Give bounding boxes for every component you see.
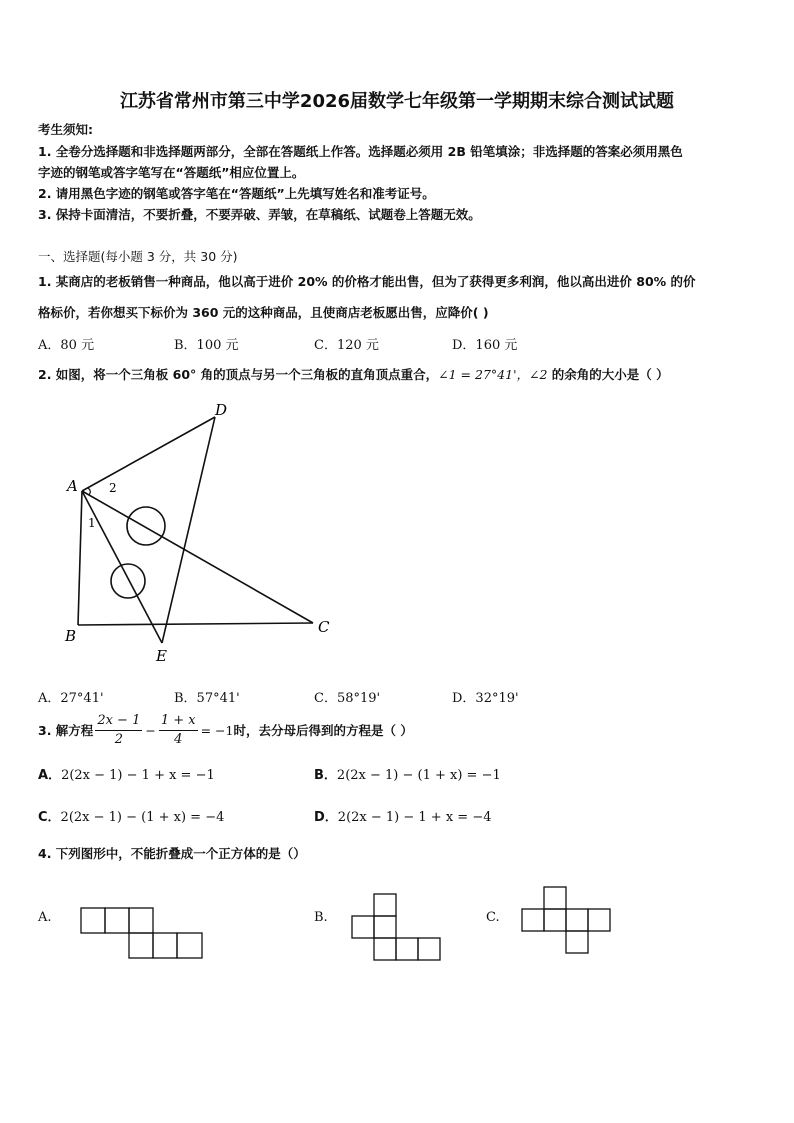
notice-line-3: 3. 保持卡面清洁，不要折叠，不要弄破、弄皱，在草稿纸、试题卷上答题无效。 xyxy=(38,207,481,222)
q3-option-a-label: A． xyxy=(38,768,62,783)
q4-net-b xyxy=(351,893,443,963)
q2-stem-a: 2. 如图，将一个三角板 60° 角的顶点与另一个三角板的直角顶点重合， xyxy=(38,367,439,382)
q1-option-c: C．120 元 xyxy=(314,338,379,353)
q3-fraction-1-numerator: 2x − 1 xyxy=(95,712,142,731)
q2-option-d: D．32°19' xyxy=(452,691,519,706)
q4-net-a xyxy=(80,907,206,961)
q3-fraction-1 xyxy=(95,712,142,749)
q3-option-b-label: B． xyxy=(314,768,337,783)
q2-option-c: C．58°19' xyxy=(314,691,381,706)
label-d: D xyxy=(215,401,228,419)
label-c: C xyxy=(318,618,330,636)
q3-fraction-2-denominator: 4 xyxy=(174,731,183,747)
q3-fraction-1-denominator: 2 xyxy=(114,731,123,747)
label-angle-2: 2 xyxy=(109,481,117,495)
page-title: 江苏省常州市第三中学2026届数学七年级第一学期期末综合测试试题 xyxy=(119,91,675,112)
notice-line-2: 2. 请用黑色字迹的钢笔或答字笔在“答题纸”上先填写姓名和准考证号。 xyxy=(38,186,435,201)
label-a: A xyxy=(67,477,78,495)
q3-stem xyxy=(38,710,413,750)
q4-option-c-label: C. xyxy=(486,910,500,925)
notice-heading: 考生须知: xyxy=(38,122,93,137)
q3-option-b-expr: 2(2x − 1) − (1 + x) = −1 xyxy=(336,768,501,783)
q3-rhs: = −1 xyxy=(200,722,234,738)
q3-prefix: 3. 解方程 xyxy=(38,723,94,738)
q2-figure xyxy=(55,395,345,670)
edge-de xyxy=(162,417,215,643)
q4-stem: 4. 下列图形中，不能折叠成一个正方体的是（） xyxy=(38,846,306,861)
q2-option-b: B．57°41' xyxy=(174,691,240,706)
q1-line-1: 1. 某商店的老板销售一种商品，他以高于进价 20% 的价格才能出售，但为了获得更多利润，他以高出进价 80% 的价 xyxy=(38,274,696,289)
q3-suffix: 时，去分母后得到的方程是（ ） xyxy=(233,723,413,738)
q3-option-a xyxy=(38,764,215,783)
q3-option-c xyxy=(38,806,224,825)
q3-option-a-expr: 2(2x − 1) − 1 + x = −1 xyxy=(61,768,215,783)
q3-option-d-expr: 2(2x − 1) − 1 + x = −4 xyxy=(337,810,492,825)
q4-net-c xyxy=(521,886,613,956)
q1-option-d: D．160 元 xyxy=(452,338,518,353)
q4-option-a-label: A. xyxy=(38,910,52,925)
edge-ad xyxy=(82,417,215,491)
hole-circle-upper xyxy=(127,507,165,545)
q3-minus: − xyxy=(145,722,156,738)
q3-option-d xyxy=(314,806,491,825)
q2-stem-b: ∠1 = 27°41'，∠2 xyxy=(438,367,548,382)
q2-stem-c: 的余角的大小是（ ） xyxy=(547,367,669,382)
q3-option-d-label: D． xyxy=(314,810,338,825)
q3-option-b xyxy=(314,764,501,783)
q3-option-c-label: C． xyxy=(38,810,61,825)
notice-line-1a: 1. 全卷分选择题和非选择题两部分，全部在答题纸上作答。选择题必须用 2B 铅笔填涂；非选择题的答案必须用黑色 xyxy=(38,144,683,159)
label-e: E xyxy=(156,647,167,665)
q4-option-b-label: B. xyxy=(314,910,328,925)
q1-option-a: A．80 元 xyxy=(38,338,95,353)
section-heading: 一、选择题(每小题 3 分，共 30 分) xyxy=(38,249,238,264)
label-angle-1: 1 xyxy=(88,516,96,530)
edge-ab xyxy=(78,491,82,625)
q2-stem xyxy=(38,365,669,383)
edge-bc xyxy=(78,623,313,625)
q3-fraction-2-numerator: 1 + x xyxy=(159,712,198,731)
q3-option-c-expr: 2(2x − 1) − (1 + x) = −4 xyxy=(60,810,225,825)
q2-option-a: A．27°41' xyxy=(38,691,104,706)
label-b: B xyxy=(65,627,77,645)
q1-option-b: B．100 元 xyxy=(174,338,239,353)
notice-line-1b: 字迹的钢笔或答字笔写在“答题纸”相应位置上。 xyxy=(38,165,305,180)
q1-line-2: 格标价，若你想买下标价为 360 元的这种商品，且使商店老板愿出售，应降价( ) xyxy=(38,305,489,320)
q3-fraction-2 xyxy=(159,712,198,749)
hole-circle-lower xyxy=(111,564,145,598)
